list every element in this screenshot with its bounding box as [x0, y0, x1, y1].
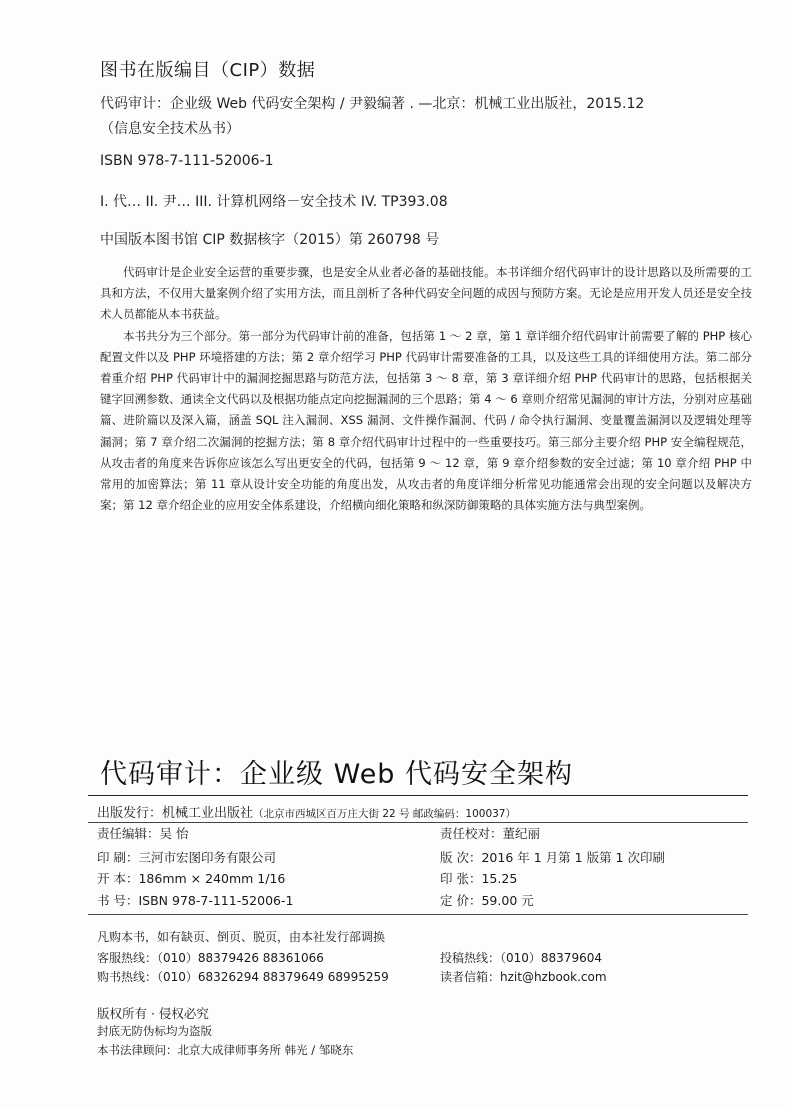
sheets-row	[440, 869, 517, 887]
sheets-label: 印 张：	[440, 871, 482, 886]
defect-note: 凡购本书，如有缺页、倒页、脱页，由本社发行部调换	[97, 930, 386, 944]
info-divider	[88, 914, 748, 915]
edition-label: 版 次：	[440, 850, 482, 865]
format-label: 开 本：	[97, 871, 139, 886]
cip-subjects-line: I. 代… II. 尹… III. 计算机网络－安全技术 IV. TP393.08	[100, 194, 448, 210]
editor-label: 责任编辑：	[97, 826, 160, 841]
order-hotline: 购书热线：（010）68326294 88379649 68995259	[97, 970, 389, 984]
service-hotline: 客服热线：（010）88379426 88361066	[97, 951, 324, 965]
submission-hotline: 投稿热线：（010）88379604	[440, 951, 602, 965]
publisher-divider	[88, 822, 748, 823]
book-title: 代码审计：企业级 Web 代码安全架构	[100, 759, 574, 790]
cip-isbn-line: ISBN 978-7-111-52006-1	[100, 153, 274, 169]
reader-email: 读者信箱：hzit@hzbook.com	[440, 970, 607, 984]
editor-value: 吴 怡	[159, 826, 189, 841]
publisher-name: 机械工业出版社	[162, 806, 254, 821]
sheets-value: 15.25	[481, 871, 518, 886]
printer-value: 三河市宏图印务有限公司	[138, 850, 276, 865]
edition-value: 2016 年 1 月第 1 版第 1 次印刷	[481, 850, 665, 865]
legal-counsel: 本书法律顾问：北京大成律师事务所 韩光 / 邹晓东	[97, 1043, 354, 1057]
cip-record-line: 代码审计：企业级 Web 代码安全架构 / 尹毅编著 . —北京：机械工业出版社，2015.12	[100, 96, 645, 112]
cip-number-line: 中国版本图书馆 CIP 数据核字（2015）第 260798 号	[100, 232, 440, 248]
anti-piracy-note: 封底无防伪标均为盗版	[97, 1024, 212, 1038]
summary-paragraph-1: 代码审计是企业安全运营的重要步骤，也是安全从业者必备的基础技能。本书详细介绍代码审计的设计思路以及所需要的工具和方法，不仅用大量案例介绍了实用方法，而且剖析了各种代码安全问题的成因与预防方案。无论是应用开发人员还是安全技术人员都能从本书获益。	[100, 265, 752, 322]
title-divider	[88, 795, 748, 796]
printer-row	[97, 848, 276, 866]
proofreader-label: 责任校对：	[440, 826, 503, 841]
editor-row	[97, 824, 189, 842]
isbn-label: 书 号：	[97, 893, 139, 908]
proofreader-row	[440, 824, 540, 842]
summary-paragraph-2: 本书共分为三个部分。第一部分为代码审计前的准备，包括第 1 ～ 2 章，第 1 章详细介绍代码审计前需要了解的 PHP 核心配置文件以及 PHP 环境搭建的方法；第 2 章介绍学习 PHP 代码审计需要准备的工具，以及这些工具的详细使用方法。第二部分着重介绍 PHP 代码审计中的漏洞挖掘思路与防范方法，包括第 3 ～ 8 章，第 3 章详细介绍 PHP 代码审计的思路，包括根据关键字回溯参数、通读全文代码以及根据功能点定向挖掘漏洞的三个思路；第 4 ～ 6 章则介绍常见漏洞的审计方法，分别对应基础篇、进阶篇以及深入篇，涵盖 SQL 注入漏洞、XSS 漏洞、文件操作漏洞、代码 / 命令执行漏洞、变量覆盖漏洞以及逻辑处理等漏洞；第 7 章介绍二次漏洞的挖掘方法；第 8 章介绍代码审计过程中的一些重要技巧。第三部分主要介绍 PHP 安全编程规范，从攻击者的角度来告诉你应该怎么写出更安全的代码，包括第 9 ～ 12 章，第 9 章介绍参数的安全过滤；第 10 章介绍 PHP 中常用的加密算法；第 11 章从设计安全功能的角度出发，从攻击者的角度详细分析常见功能通常会出现的安全问题以及解决方案；第 12 章介绍企业的应用安全体系建设，介绍横向细化策略和纵深防御策略的具体实施方法与典型案例。	[100, 328, 752, 513]
isbn-value: ISBN 978-7-111-52006-1	[138, 893, 294, 908]
cip-heading: 图书在版编目（CIP）数据	[100, 60, 316, 81]
price-row	[440, 891, 534, 909]
price-value: 59.00 元	[481, 893, 534, 908]
edition-row	[440, 848, 665, 866]
format-row	[97, 869, 285, 887]
price-label: 定 价：	[440, 893, 482, 908]
proofreader-value: 董纪丽	[502, 826, 541, 841]
publisher-address: （北京市西城区百万庄大街 22 号 邮政编码：100037）	[253, 808, 516, 820]
publisher-label: 出版发行：	[97, 806, 163, 821]
isbn-row	[97, 891, 293, 909]
book-summary	[100, 262, 752, 516]
rights-reserved: 版权所有 · 侵权必究	[97, 1006, 209, 1021]
printer-label: 印 刷：	[97, 850, 139, 865]
cip-series-line: （信息安全技术丛书）	[100, 121, 240, 137]
format-value: 186mm × 240mm 1/16	[138, 871, 286, 886]
publisher-line	[97, 802, 516, 821]
